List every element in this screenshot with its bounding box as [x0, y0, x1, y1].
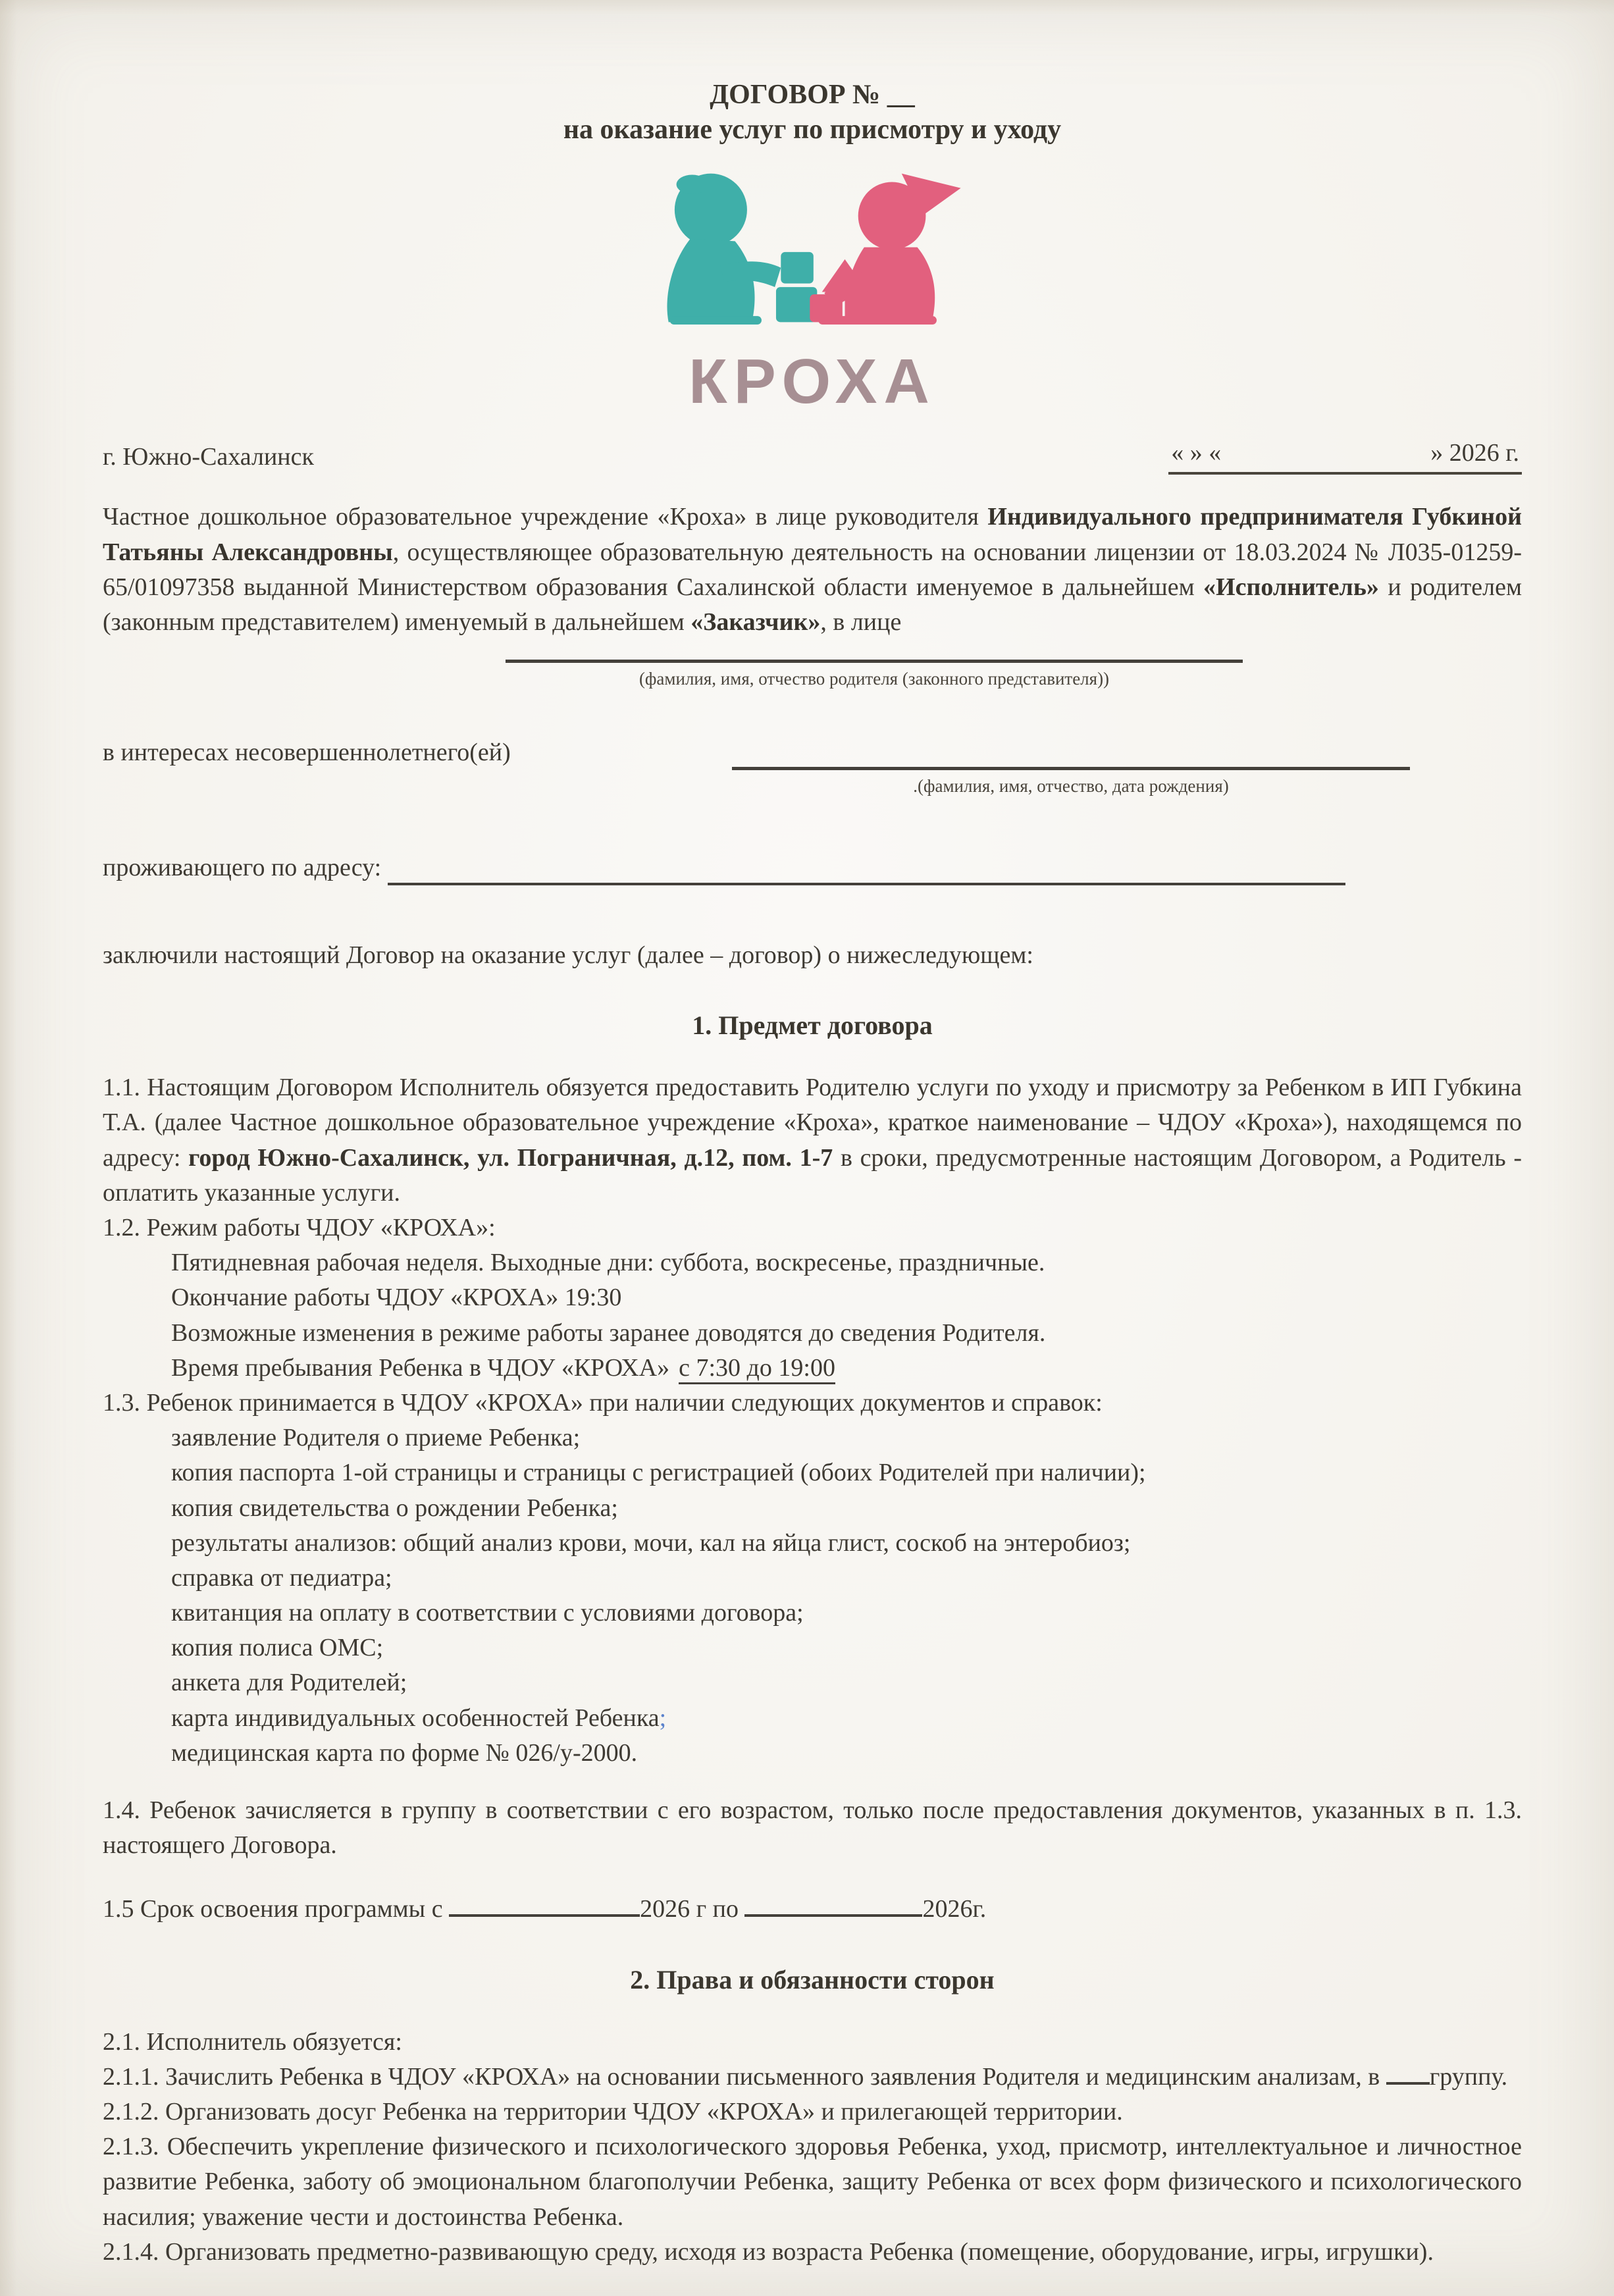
- document-list-item: анкета для Родителей;: [171, 1669, 407, 1697]
- clause-2-1-1-text: 2.1.1. Зачислить Ребенка в ЧДОУ «КРОХА» на основании письменного заявления Родителя и медицинским анализам, в: [103, 2062, 1380, 2091]
- document-list-item: копия свидетельства о рождении Ребенка;: [171, 1494, 618, 1522]
- executor-term: «Исполнитель»: [1203, 573, 1379, 601]
- date-open-quotes: « » «: [1171, 439, 1222, 467]
- pink-child-silhouette: [810, 174, 960, 325]
- term-end-blank-line: [744, 1914, 922, 1917]
- hours-prefix: Время пребывания Ребенка в ЧДОУ «КРОХА»: [171, 1353, 670, 1382]
- child-name-blank-line: [732, 767, 1410, 770]
- minor-label: в интересах несовершеннолетнего(ей): [103, 738, 511, 766]
- document-list-item: медицинская карта по форме № 026/у-2000.: [171, 1738, 638, 1767]
- clause-2-1-4: 2.1.4. Организовать предметно-развивающую среду, исходя из возраста Ребенка (помещение, оборудование, игры, игрушки).: [103, 2237, 1434, 2266]
- document-list-item: заявление Родителя о приеме Ребенка;: [171, 1424, 581, 1452]
- clause-1-2-heading: 1.2. Режим работы ЧДОУ «КРОХА»:: [103, 1214, 496, 1242]
- conclusion-sentence: заключили настоящий Договор на оказание услуг (далее – договор) о нижеследующем:: [103, 941, 1033, 970]
- schedule-line: Пятидневная рабочая неделя. Выходные дни: суббота, воскресенье, праздничные.: [171, 1249, 1045, 1277]
- document-list-item: квитанция на оплату в соответствии с условиями договора;: [171, 1599, 804, 1627]
- facility-address: город Южно-Сахалинск, ул. Пограничная, д.12, пом. 1-7: [188, 1143, 833, 1172]
- customer-term: «Заказчик»: [690, 608, 821, 636]
- kroha-logo: [602, 164, 1023, 417]
- city-label: г. Южно-Сахалинск: [103, 443, 314, 471]
- clause-1-2-body: [103, 1245, 1522, 1386]
- document-list-item: результаты анализов: общий анализ крови, мочи, кал на яйца глист, соскоб на энтеробиоз;: [171, 1528, 1131, 1557]
- clause-1-1-text: 1.1. Настоящим Договором Исполнитель обязуется предоставить Родителю услуги по уходу и присмотру за Ребенком в ИП Губкина Т.А. (далее Частное дошкольное образовательное учреждение «Кроха», краткое наименование – ЧДОУ «Кроха»), находящемся по адресу:: [103, 1074, 1522, 1172]
- clause-1-4: 1.4. Ребенок зачисляется в группу в соответствии с его возрастом, только после предоставления документов, указанных в п. 1.3. настоящего Договора.: [103, 1796, 1522, 1860]
- clause-1-3-list: [103, 1421, 1522, 1771]
- clause-2-1-1: [103, 2060, 1522, 2095]
- term-suffix: 2026г.: [922, 1895, 987, 1923]
- child-name-caption: .(фамилия, имя, отчество, дата рождения): [913, 776, 1229, 796]
- term-mid: 2026 г по: [640, 1895, 739, 1923]
- section2-heading: 2. Права и обязанности сторон: [630, 1964, 995, 1995]
- section1-heading: 1. Предмет договора: [692, 1010, 933, 1041]
- clause-2-1-1-suffix: группу.: [1429, 2062, 1508, 2091]
- document-list-item: копия паспорта 1-ой страницы и страницы с регистрацией (обоих Родителей при наличии);: [171, 1459, 1146, 1487]
- document-list-item: справка от педиатра;: [171, 1563, 392, 1592]
- kroha-wordmark: КРОХА: [689, 346, 936, 417]
- group-blank-line: [1386, 2082, 1430, 2085]
- intro-text: и родителем (законным представителем) именуемый в дальнейшем: [103, 573, 1522, 636]
- date-fill-in: [1168, 436, 1522, 475]
- document-list-item: копия полиса ОМС;: [171, 1634, 384, 1662]
- term-prefix: 1.5 Срок освоения программы с: [103, 1895, 443, 1923]
- intro-text: , осуществляющее образовательную деятельность на основании лицензии от 18.03.2024 № Л035-01259-65/01097358 выданной Министерством образования Сахалинской области именуемое в дальнейшем: [103, 538, 1522, 601]
- clause-1-5: [103, 1892, 1522, 1927]
- entrepreneur-name: Индивидуального предпринимателя Губкиной Татьяны Александровны: [103, 503, 1522, 566]
- document-title: [103, 78, 1522, 147]
- clause-2-1-3: 2.1.3. Обеспечить укрепление физического и психологического здоровья Ребенка, уход, присмотр, интеллектуальное и личностное развитие Ребенка, заботу об эмоциональном благополучии Ребенка, защиту Ребенка от всех форм физического и психологического насилия; уважение чести и достоинства Ребенка.: [103, 2133, 1522, 2231]
- parent-name-caption: (фамилия, имя, отчество родителя (законного представителя)): [638, 669, 1110, 689]
- minor-row: [103, 735, 1522, 770]
- clause-1-1-text: в сроки, предусмотренные настоящим Договором, а Родитель - оплатить указанные услуги.: [103, 1143, 1522, 1207]
- document-list-item: [103, 1701, 1522, 1736]
- address-blank-line: [388, 883, 1345, 885]
- city-date-row: [103, 436, 1522, 475]
- intro-paragraph: [103, 500, 1522, 640]
- card-item-text: карта индивидуальных особенностей Ребенка: [171, 1704, 660, 1732]
- document-title-line2: на оказание услуг по присмотру и уходу: [563, 114, 1062, 145]
- schedule-line-hours: [103, 1351, 1522, 1386]
- address-row: [103, 850, 1522, 885]
- document-title-line1: ДОГОВОР № __: [710, 80, 915, 110]
- card-item-blue-semicolon: ;: [659, 1704, 667, 1732]
- schedule-line: Возможные изменения в режиме работы заранее доводятся до сведения Родителя.: [171, 1318, 1046, 1347]
- clause-1-3-heading: 1.3. Ребенок принимается в ЧДОУ «КРОХА» при наличии следующих документов и справок:: [103, 1388, 1103, 1417]
- term-start-blank-line: [449, 1914, 640, 1917]
- address-label: проживающего по адресу:: [103, 853, 382, 881]
- clause-2-1-2: 2.1.2. Организовать досуг Ребенка на территории ЧДОУ «КРОХА» и прилегающей территории.: [103, 2097, 1123, 2126]
- schedule-line: Окончание работы ЧДОУ «КРОХА» 19:30: [171, 1284, 622, 1312]
- clause-2-1: 2.1. Исполнитель обязуется:: [103, 2027, 402, 2056]
- date-year: » 2026 г.: [1430, 439, 1519, 467]
- parent-name-blank-line: [506, 660, 1243, 663]
- children-playing-blocks-icon: [615, 164, 1010, 339]
- hours-value: с 7:30 до 19:00: [679, 1354, 835, 1384]
- intro-text: , в лице: [820, 608, 902, 636]
- clause-1-1: [103, 1070, 1522, 1211]
- teal-child-silhouette: [667, 174, 817, 325]
- intro-text: Частное дошкольное образовательное учреждение «Кроха» в лице руководителя: [103, 503, 988, 531]
